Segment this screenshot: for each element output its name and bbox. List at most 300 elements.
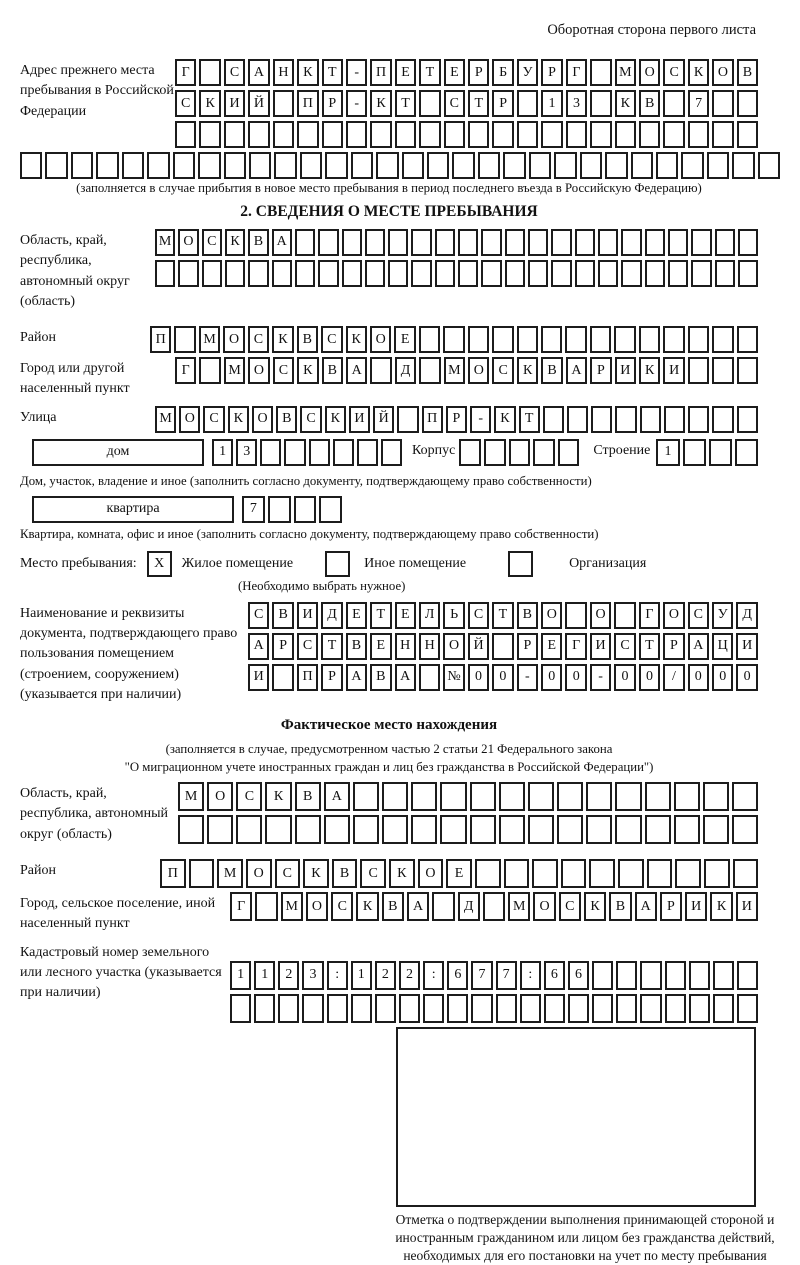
char-cell[interactable]: А [395, 664, 416, 691]
char-cell[interactable] [709, 439, 732, 466]
char-cell[interactable] [674, 782, 700, 811]
char-cell[interactable]: Р [517, 633, 538, 660]
char-cell[interactable] [458, 260, 478, 287]
char-cell[interactable] [20, 152, 42, 179]
char-cell[interactable]: Д [395, 357, 416, 384]
confirmation-stamp-box[interactable] [396, 1027, 756, 1207]
char-cell[interactable] [419, 664, 440, 691]
char-cell[interactable] [207, 815, 233, 844]
checkbox-inoe[interactable] [325, 551, 350, 577]
char-cell[interactable] [174, 326, 195, 353]
char-cell[interactable] [319, 496, 342, 523]
char-cell[interactable]: М [155, 406, 176, 433]
char-cell[interactable] [147, 152, 169, 179]
checkbox-zhiloe[interactable]: X [147, 551, 172, 577]
char-cell[interactable]: 1 [541, 90, 562, 117]
char-cell[interactable]: О [178, 229, 198, 256]
char-cell[interactable] [353, 815, 379, 844]
char-cell[interactable] [481, 260, 501, 287]
char-cell[interactable]: А [346, 664, 367, 691]
char-cell[interactable] [376, 152, 398, 179]
char-cell[interactable]: И [248, 664, 269, 691]
char-cell[interactable]: 0 [712, 664, 733, 691]
char-cell[interactable]: Т [419, 59, 440, 86]
char-cell[interactable]: О [223, 326, 244, 353]
char-cell[interactable]: Н [273, 59, 294, 86]
char-cell[interactable] [675, 859, 701, 888]
char-cell[interactable] [737, 994, 758, 1023]
char-cell[interactable]: Б [492, 59, 513, 86]
char-cell[interactable]: О [370, 326, 391, 353]
char-cell[interactable] [732, 782, 758, 811]
char-cell[interactable] [483, 892, 505, 921]
char-cell[interactable] [470, 782, 496, 811]
char-cell[interactable]: М [217, 859, 243, 888]
char-cell[interactable]: И [736, 633, 757, 660]
char-cell[interactable] [444, 121, 465, 148]
char-cell[interactable]: К [639, 357, 660, 384]
char-cell[interactable] [249, 152, 271, 179]
char-cell[interactable] [322, 121, 343, 148]
char-cell[interactable]: В [370, 664, 391, 691]
char-cell[interactable]: Т [492, 602, 513, 629]
char-cell[interactable] [419, 326, 440, 353]
char-cell[interactable] [605, 152, 627, 179]
char-cell[interactable]: М [615, 59, 636, 86]
checkbox-org[interactable] [508, 551, 533, 577]
char-cell[interactable] [586, 815, 612, 844]
char-cell[interactable] [621, 260, 641, 287]
char-cell[interactable]: О [443, 633, 464, 660]
char-cell[interactable] [688, 357, 709, 384]
char-cell[interactable]: Й [373, 406, 394, 433]
char-cell[interactable] [598, 260, 618, 287]
char-cell[interactable] [615, 815, 641, 844]
char-cell[interactable] [325, 152, 347, 179]
char-cell[interactable] [492, 121, 513, 148]
char-cell[interactable] [592, 961, 613, 990]
char-cell[interactable] [557, 782, 583, 811]
char-cell[interactable] [688, 326, 709, 353]
char-cell[interactable]: А [566, 357, 587, 384]
char-cell[interactable] [255, 892, 277, 921]
char-cell[interactable] [663, 121, 684, 148]
char-cell[interactable] [370, 357, 391, 384]
char-cell[interactable] [732, 152, 754, 179]
char-cell[interactable] [230, 994, 251, 1023]
char-cell[interactable]: Р [468, 59, 489, 86]
char-cell[interactable]: 1 [230, 961, 251, 990]
char-cell[interactable] [689, 994, 710, 1023]
char-cell[interactable] [568, 994, 589, 1023]
char-cell[interactable] [365, 260, 385, 287]
char-cell[interactable] [370, 121, 391, 148]
char-cell[interactable]: К [356, 892, 378, 921]
char-cell[interactable] [419, 357, 440, 384]
char-cell[interactable] [704, 859, 730, 888]
char-cell[interactable]: 6 [544, 961, 565, 990]
char-cell[interactable] [656, 152, 678, 179]
char-cell[interactable]: П [160, 859, 186, 888]
char-cell[interactable]: Т [639, 633, 660, 660]
char-cell[interactable]: К [389, 859, 415, 888]
char-cell[interactable] [712, 121, 733, 148]
char-cell[interactable] [735, 439, 758, 466]
char-cell[interactable]: Т [468, 90, 489, 117]
char-cell[interactable]: Т [370, 602, 391, 629]
char-cell[interactable]: 0 [468, 664, 489, 691]
char-cell[interactable] [715, 229, 735, 256]
char-cell[interactable] [621, 229, 641, 256]
char-cell[interactable]: О [712, 59, 733, 86]
char-cell[interactable] [273, 90, 294, 117]
char-cell[interactable]: : [327, 961, 348, 990]
char-cell[interactable]: К [584, 892, 606, 921]
char-cell[interactable]: М [444, 357, 465, 384]
char-cell[interactable] [640, 406, 661, 433]
char-cell[interactable]: Р [663, 633, 684, 660]
char-cell[interactable] [342, 229, 362, 256]
char-cell[interactable]: О [533, 892, 555, 921]
char-cell[interactable] [517, 90, 538, 117]
char-cell[interactable]: И [349, 406, 370, 433]
char-cell[interactable] [478, 152, 500, 179]
char-cell[interactable] [668, 229, 688, 256]
char-cell[interactable] [294, 496, 317, 523]
char-cell[interactable]: А [248, 59, 269, 86]
char-cell[interactable] [715, 260, 735, 287]
char-cell[interactable]: 2 [399, 961, 420, 990]
char-cell[interactable]: О [590, 602, 611, 629]
char-cell[interactable]: С [360, 859, 386, 888]
char-cell[interactable]: М [224, 357, 245, 384]
char-cell[interactable] [300, 152, 322, 179]
char-cell[interactable] [178, 815, 204, 844]
char-cell[interactable] [551, 260, 571, 287]
char-cell[interactable] [615, 406, 636, 433]
char-cell[interactable]: Т [395, 90, 416, 117]
char-cell[interactable] [541, 121, 562, 148]
char-cell[interactable] [737, 357, 758, 384]
char-cell[interactable] [591, 406, 612, 433]
char-cell[interactable] [689, 961, 710, 990]
char-cell[interactable]: В [332, 859, 358, 888]
char-cell[interactable]: К [494, 406, 515, 433]
char-cell[interactable]: В [322, 357, 343, 384]
char-cell[interactable] [647, 859, 673, 888]
char-cell[interactable] [268, 496, 291, 523]
char-cell[interactable]: С [444, 90, 465, 117]
char-cell[interactable]: Р [272, 633, 293, 660]
char-cell[interactable] [440, 815, 466, 844]
char-cell[interactable]: С [236, 782, 262, 811]
char-cell[interactable]: С [663, 59, 684, 86]
char-cell[interactable] [272, 664, 293, 691]
char-cell[interactable] [178, 260, 198, 287]
char-cell[interactable]: 0 [541, 664, 562, 691]
char-cell[interactable]: 0 [614, 664, 635, 691]
char-cell[interactable] [703, 815, 729, 844]
char-cell[interactable] [554, 152, 576, 179]
char-cell[interactable] [199, 357, 220, 384]
char-cell[interactable] [738, 229, 758, 256]
char-cell[interactable] [440, 782, 466, 811]
char-cell[interactable] [122, 152, 144, 179]
char-cell[interactable] [529, 152, 551, 179]
char-cell[interactable] [565, 602, 586, 629]
char-cell[interactable]: С [175, 90, 196, 117]
char-cell[interactable]: В [248, 229, 268, 256]
char-cell[interactable] [248, 121, 269, 148]
char-cell[interactable]: Р [321, 664, 342, 691]
char-cell[interactable]: В [609, 892, 631, 921]
char-cell[interactable] [295, 815, 321, 844]
char-cell[interactable] [688, 406, 709, 433]
char-cell[interactable] [664, 406, 685, 433]
char-cell[interactable] [674, 815, 700, 844]
char-cell[interactable]: О [248, 357, 269, 384]
char-cell[interactable]: К [265, 782, 291, 811]
char-cell[interactable]: А [248, 633, 269, 660]
char-cell[interactable]: 1 [351, 961, 372, 990]
char-cell[interactable] [224, 121, 245, 148]
char-cell[interactable]: : [520, 961, 541, 990]
char-cell[interactable]: / [663, 664, 684, 691]
char-cell[interactable]: 0 [565, 664, 586, 691]
char-cell[interactable]: 2 [375, 961, 396, 990]
char-cell[interactable] [663, 326, 684, 353]
char-cell[interactable]: 3 [302, 961, 323, 990]
char-cell[interactable] [411, 229, 431, 256]
char-cell[interactable]: - [590, 664, 611, 691]
char-cell[interactable]: Г [175, 357, 196, 384]
char-cell[interactable]: Е [346, 602, 367, 629]
char-cell[interactable]: - [346, 59, 367, 86]
char-cell[interactable] [616, 961, 637, 990]
char-cell[interactable] [353, 782, 379, 811]
char-cell[interactable]: С [224, 59, 245, 86]
char-cell[interactable]: Е [444, 59, 465, 86]
char-cell[interactable]: 0 [688, 664, 709, 691]
char-cell[interactable]: С [203, 406, 224, 433]
char-cell[interactable]: К [370, 90, 391, 117]
char-cell[interactable]: О [179, 406, 200, 433]
char-cell[interactable]: Е [394, 326, 415, 353]
char-cell[interactable] [435, 260, 455, 287]
char-cell[interactable]: У [712, 602, 733, 629]
char-cell[interactable] [712, 406, 733, 433]
char-cell[interactable] [351, 152, 373, 179]
char-cell[interactable]: С [202, 229, 222, 256]
char-cell[interactable]: Т [519, 406, 540, 433]
char-cell[interactable]: С [275, 859, 301, 888]
char-cell[interactable]: П [422, 406, 443, 433]
char-cell[interactable] [509, 439, 531, 466]
char-cell[interactable]: 2 [278, 961, 299, 990]
char-cell[interactable]: Н [419, 633, 440, 660]
char-cell[interactable] [333, 439, 354, 466]
char-cell[interactable] [505, 229, 525, 256]
char-cell[interactable] [496, 994, 517, 1023]
char-cell[interactable] [468, 326, 489, 353]
char-cell[interactable] [504, 859, 530, 888]
char-cell[interactable] [712, 90, 733, 117]
char-cell[interactable]: С [248, 326, 269, 353]
char-cell[interactable] [411, 782, 437, 811]
char-cell[interactable]: И [615, 357, 636, 384]
char-cell[interactable]: О [468, 357, 489, 384]
char-cell[interactable] [640, 994, 661, 1023]
char-cell[interactable] [645, 815, 671, 844]
char-cell[interactable] [532, 859, 558, 888]
char-cell[interactable] [399, 994, 420, 1023]
char-cell[interactable] [737, 121, 758, 148]
char-cell[interactable]: Е [541, 633, 562, 660]
char-cell[interactable] [224, 152, 246, 179]
char-cell[interactable] [528, 815, 554, 844]
char-cell[interactable]: Е [395, 59, 416, 86]
char-cell[interactable]: С [688, 602, 709, 629]
char-cell[interactable]: Д [458, 892, 480, 921]
char-cell[interactable]: О [663, 602, 684, 629]
char-cell[interactable]: К [297, 59, 318, 86]
char-cell[interactable] [198, 152, 220, 179]
char-cell[interactable]: Н [395, 633, 416, 660]
char-cell[interactable]: В [639, 90, 660, 117]
char-cell[interactable]: М [281, 892, 303, 921]
char-cell[interactable]: А [324, 782, 350, 811]
char-cell[interactable] [327, 994, 348, 1023]
char-cell[interactable] [459, 439, 481, 466]
char-cell[interactable] [423, 994, 444, 1023]
char-cell[interactable]: А [688, 633, 709, 660]
char-cell[interactable]: А [346, 357, 367, 384]
char-cell[interactable]: Д [736, 602, 757, 629]
char-cell[interactable] [499, 815, 525, 844]
char-cell[interactable] [419, 90, 440, 117]
char-cell[interactable] [631, 152, 653, 179]
char-cell[interactable] [342, 260, 362, 287]
char-cell[interactable] [175, 121, 196, 148]
char-cell[interactable]: Й [248, 90, 269, 117]
char-cell[interactable] [558, 439, 580, 466]
char-cell[interactable] [557, 815, 583, 844]
char-cell[interactable] [318, 260, 338, 287]
char-cell[interactable] [733, 859, 759, 888]
char-cell[interactable]: Т [322, 59, 343, 86]
char-cell[interactable]: Ц [712, 633, 733, 660]
char-cell[interactable]: В [295, 782, 321, 811]
char-cell[interactable] [681, 152, 703, 179]
char-cell[interactable] [427, 152, 449, 179]
char-cell[interactable]: Р [660, 892, 682, 921]
char-cell[interactable] [645, 260, 665, 287]
char-cell[interactable] [586, 782, 612, 811]
char-cell[interactable]: С [321, 326, 342, 353]
char-cell[interactable]: В [517, 602, 538, 629]
char-cell[interactable]: 0 [492, 664, 513, 691]
char-cell[interactable]: 0 [639, 664, 660, 691]
char-cell[interactable]: С [559, 892, 581, 921]
char-cell[interactable]: А [272, 229, 292, 256]
char-cell[interactable] [435, 229, 455, 256]
char-cell[interactable] [732, 815, 758, 844]
char-cell[interactable] [499, 782, 525, 811]
char-cell[interactable]: 7 [496, 961, 517, 990]
char-cell[interactable] [590, 121, 611, 148]
char-cell[interactable] [738, 260, 758, 287]
char-cell[interactable] [297, 121, 318, 148]
char-cell[interactable]: Р [446, 406, 467, 433]
char-cell[interactable]: Ь [443, 602, 464, 629]
char-cell[interactable] [265, 815, 291, 844]
char-cell[interactable] [484, 439, 506, 466]
char-cell[interactable]: С [248, 602, 269, 629]
char-cell[interactable] [614, 602, 635, 629]
char-cell[interactable]: Л [419, 602, 440, 629]
char-cell[interactable]: И [685, 892, 707, 921]
char-cell[interactable] [712, 326, 733, 353]
char-cell[interactable]: М [199, 326, 220, 353]
char-cell[interactable] [411, 815, 437, 844]
char-cell[interactable]: 1 [254, 961, 275, 990]
char-cell[interactable]: О [246, 859, 272, 888]
char-cell[interactable] [668, 260, 688, 287]
char-cell[interactable] [248, 260, 268, 287]
char-cell[interactable]: К [272, 326, 293, 353]
char-cell[interactable] [382, 815, 408, 844]
char-cell[interactable] [517, 326, 538, 353]
char-cell[interactable]: - [470, 406, 491, 433]
char-cell[interactable]: Р [541, 59, 562, 86]
char-cell[interactable] [260, 439, 281, 466]
char-cell[interactable]: К [228, 406, 249, 433]
char-cell[interactable] [589, 859, 615, 888]
char-cell[interactable]: - [346, 90, 367, 117]
char-cell[interactable] [520, 994, 541, 1023]
char-cell[interactable] [543, 406, 564, 433]
char-cell[interactable] [295, 229, 315, 256]
char-cell[interactable]: П [297, 90, 318, 117]
char-cell[interactable]: С [614, 633, 635, 660]
char-cell[interactable]: Й [468, 633, 489, 660]
char-cell[interactable] [351, 994, 372, 1023]
char-cell[interactable]: И [224, 90, 245, 117]
char-cell[interactable]: Г [230, 892, 252, 921]
char-cell[interactable] [419, 121, 440, 148]
char-cell[interactable]: О [541, 602, 562, 629]
char-cell[interactable] [388, 229, 408, 256]
char-cell[interactable] [382, 782, 408, 811]
char-cell[interactable]: : [423, 961, 444, 990]
char-cell[interactable] [324, 815, 350, 844]
char-cell[interactable] [357, 439, 378, 466]
char-cell[interactable] [691, 229, 711, 256]
char-cell[interactable] [703, 782, 729, 811]
char-cell[interactable] [272, 260, 292, 287]
char-cell[interactable] [199, 121, 220, 148]
char-cell[interactable] [388, 260, 408, 287]
char-cell[interactable] [567, 406, 588, 433]
char-cell[interactable] [173, 152, 195, 179]
char-cell[interactable] [737, 326, 758, 353]
char-cell[interactable] [492, 633, 513, 660]
char-cell[interactable] [447, 994, 468, 1023]
char-cell[interactable]: С [492, 357, 513, 384]
char-cell[interactable] [402, 152, 424, 179]
char-cell[interactable] [492, 326, 513, 353]
char-cell[interactable] [254, 994, 275, 1023]
